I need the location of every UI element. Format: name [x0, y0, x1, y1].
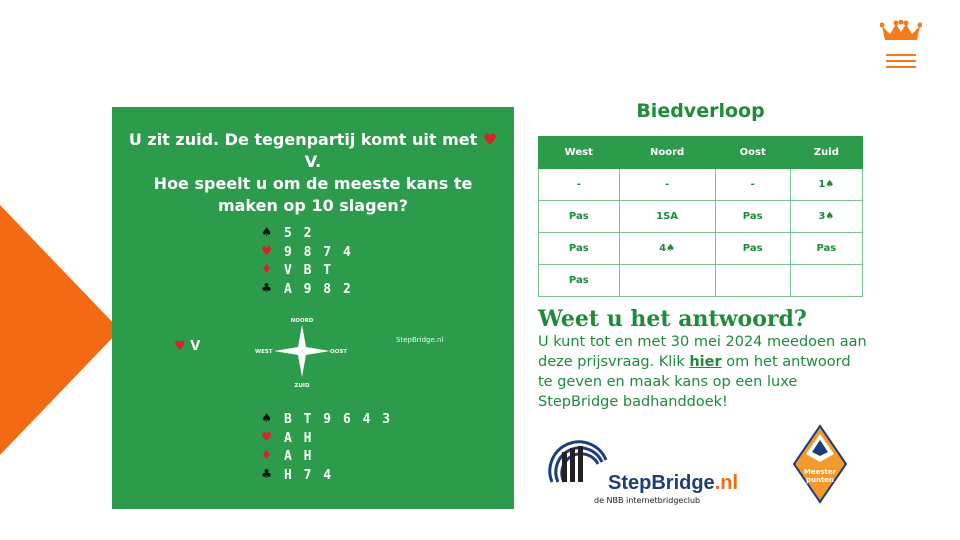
north-hearts: 9 8 7 4	[284, 244, 353, 260]
compass-west-label: WEST	[255, 349, 273, 355]
bid-cell: -	[619, 169, 715, 201]
table-row	[539, 233, 863, 265]
crown-icon[interactable]	[880, 20, 922, 44]
north-hand	[262, 223, 353, 297]
south-spades: B T 9 6 4 3	[284, 412, 393, 427]
north-diamonds: V B T	[284, 263, 334, 278]
stepbridge-logo[interactable]	[548, 432, 739, 510]
compass-north-label: NOORD	[290, 318, 314, 324]
south-diamonds: A H	[284, 449, 314, 464]
bid-cell: 3♠	[790, 201, 862, 233]
bid-cell: Pas	[539, 265, 620, 297]
stepbridge-subtitle: de NBB internetbridgeclub	[594, 496, 701, 505]
bidding-title: Biedverloop	[636, 100, 765, 122]
question-line1: U zit zuid. De tegenpartij komt uit met	[128, 130, 478, 149]
stepbridge-graphic-icon	[548, 432, 610, 488]
stepbridge-watermark: StepBridge.nl	[396, 336, 444, 344]
header-east: Oost	[715, 137, 790, 169]
answer-text-pre: U kunt tot en met 30 mei 2024 meedoen aan deze prijsvraag. Klik	[538, 334, 867, 370]
answer-text-post: om het antwoord te geven en maak kans op een luxe StepBridge badhanddoek!	[538, 354, 851, 410]
south-hand	[262, 409, 392, 483]
compass-south-label: ZUID	[294, 383, 310, 389]
answer-title: Weet u het antwoord?	[538, 306, 807, 332]
club-icon: ♣	[262, 278, 272, 297]
bid-cell: -	[539, 169, 620, 201]
punten-label: punten	[805, 476, 835, 484]
stepbridge-name: StepBridge	[608, 472, 715, 494]
question-line2: Hoe speelt u om de meeste kans te	[153, 174, 473, 193]
heart-icon: ♥	[174, 339, 186, 354]
bid-cell: Pas	[539, 201, 620, 233]
west-lead-card: V	[190, 339, 201, 354]
diamond-icon: ♦	[262, 260, 272, 278]
meester-label: Meester	[803, 468, 837, 476]
heart-icon: ♥	[482, 130, 498, 149]
header-north: Noord	[619, 137, 715, 169]
bid-cell: Pas	[539, 233, 620, 265]
bid-cell	[790, 265, 862, 297]
hamburger-menu-icon[interactable]	[886, 54, 916, 70]
bid-cell: 1♠	[790, 169, 862, 201]
bid-cell: 4♠	[619, 233, 715, 265]
stepbridge-wordmark	[608, 472, 738, 495]
heart-icon: ♥	[262, 241, 272, 260]
bid-cell: Pas	[715, 201, 790, 233]
bid-cell	[619, 265, 715, 297]
bid-cell: -	[715, 169, 790, 201]
spade-icon: ♠	[262, 223, 272, 241]
bidding-header-row	[539, 137, 863, 169]
table-row	[539, 265, 863, 297]
question-lead-card: V.	[304, 152, 322, 171]
north-clubs: A 9 8 2	[284, 281, 353, 297]
answer-text	[538, 332, 868, 412]
south-hearts: A H	[284, 430, 314, 446]
meesterpunten-badge[interactable]	[790, 424, 850, 504]
west-lead	[174, 339, 200, 354]
table-row	[539, 169, 863, 201]
compass-icon	[248, 313, 356, 389]
header-west: West	[539, 137, 620, 169]
bid-cell: 1SA	[619, 201, 715, 233]
question-text	[126, 129, 500, 217]
compass-east-label: OOST	[330, 349, 348, 355]
diamond-icon: ♦	[262, 446, 272, 464]
bid-cell: Pas	[790, 233, 862, 265]
bid-cell	[715, 265, 790, 297]
north-spades: 5 2	[284, 226, 314, 241]
table-row	[539, 201, 863, 233]
orange-decoration	[0, 205, 120, 455]
bidding-table	[538, 136, 863, 297]
bid-cell: Pas	[715, 233, 790, 265]
stepbridge-tld: .nl	[714, 472, 739, 494]
heart-icon: ♥	[262, 427, 272, 446]
header-south: Zuid	[790, 137, 862, 169]
spade-icon: ♠	[262, 409, 272, 427]
question-line3: maken op 10 slagen?	[217, 196, 409, 215]
bridge-problem-panel	[112, 107, 514, 509]
answer-link[interactable]: hier	[689, 354, 722, 370]
south-clubs: H 7 4	[284, 467, 334, 483]
club-icon: ♣	[262, 464, 272, 483]
